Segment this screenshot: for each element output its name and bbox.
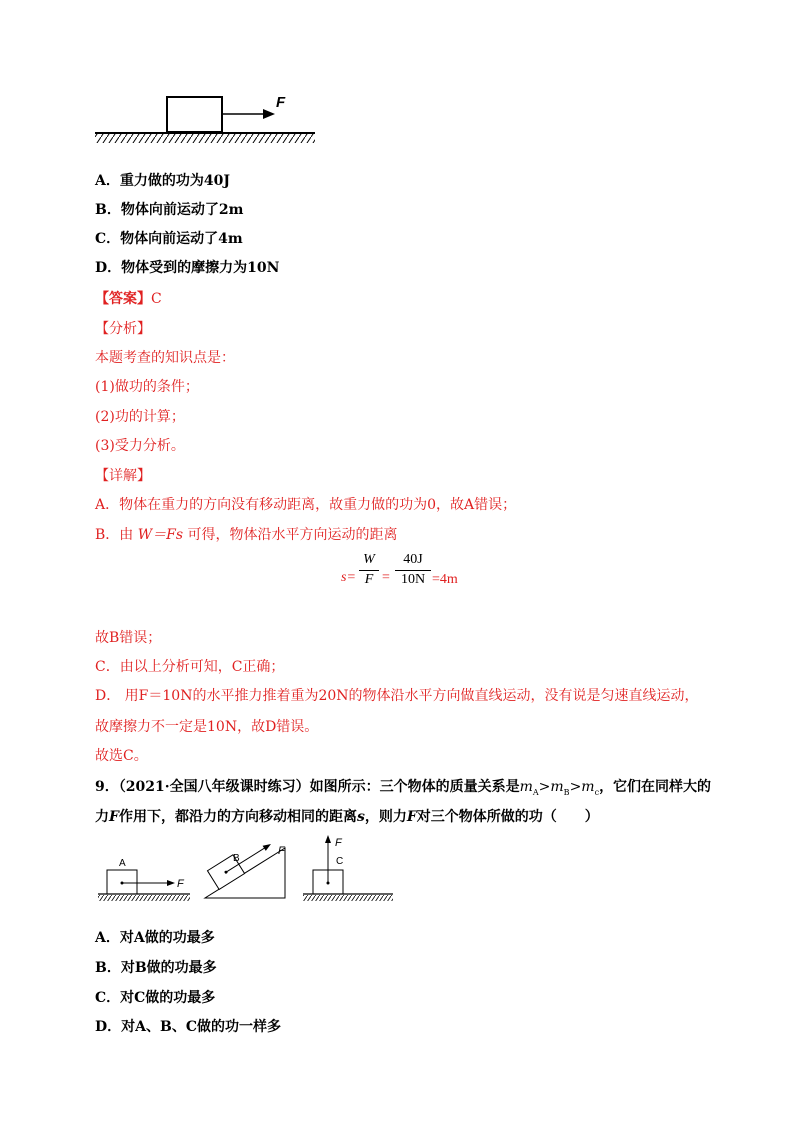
figure-b [205, 835, 286, 898]
svg-text:C: C [336, 856, 344, 867]
analysis-point-3: (3)受力分析。 [95, 438, 185, 454]
svg-text:F: F [278, 845, 285, 857]
conclusion: 故选C。 [95, 748, 148, 764]
formula-f: F [364, 572, 374, 587]
formula-w: W [363, 552, 375, 567]
detail-b [95, 524, 398, 544]
q9-number: 9． [95, 779, 119, 795]
analysis-point-2: (2)功的计算； [95, 409, 185, 425]
b-wrong: 故B错误； [95, 630, 162, 646]
mass-relation: $m_A>m_B>m_c$ [519, 779, 600, 797]
formula-40j: 40J [403, 552, 423, 567]
block-force-figure [95, 92, 320, 152]
analysis-point-1: (1)做功的条件； [95, 379, 199, 395]
block [167, 97, 222, 132]
three-blocks-figure [95, 830, 400, 910]
answer-value: C [151, 291, 162, 307]
formula-s: s= [341, 570, 356, 585]
detail-a: A．物体在重力的方向没有移动距离，故重力做的功为0，故A错误； [95, 497, 517, 513]
force-label: F [276, 94, 286, 111]
detail-b-post: 可得，物体沿水平方向运动的距离 [183, 527, 398, 543]
formula-result: =4m [432, 572, 458, 587]
force-arrow-head [263, 109, 275, 119]
q8-option-a: A．重力做的功为40J [95, 173, 230, 189]
formula-10n: 10N [400, 572, 426, 587]
formula-eq: = [382, 570, 390, 585]
q9-stem-a: 如图所示：三个物体的质量关系是 [309, 779, 520, 795]
svg-text:A: A [119, 858, 126, 869]
detail-d-line2: 故摩擦力不一定是10N，故D错误。 [95, 719, 319, 735]
q8-option-c: C．物体向前运动了4m [95, 231, 243, 247]
answer-line [95, 288, 162, 308]
svg-text:F: F [177, 878, 184, 890]
detail-d-line1: D． 用F＝10N的水平推力推着重为20N的物体沿水平方向做直线运动，没有说是匀速直线运动， [95, 688, 699, 704]
detail-c: C．由以上分析可知，C正确； [95, 659, 285, 675]
q8-option-d: D．物体受到的摩擦力为10N [95, 260, 280, 276]
q9-stem-line1 [95, 776, 711, 797]
answer-tag: 【答案】 [95, 291, 151, 307]
ground-hatch [95, 134, 315, 143]
detail-b-formula: W＝Fs [137, 527, 184, 543]
analysis-intro: 本题考查的知识点是： [95, 350, 235, 366]
fraction-bar-2 [395, 570, 431, 571]
q8-option-b: B．物体向前运动了2m [95, 202, 244, 218]
svg-text:B: B [233, 853, 240, 864]
q9-stem-b: ，它们在同样大的 [599, 779, 712, 795]
detail-b-pre: B．由 [95, 527, 138, 543]
figure-c [303, 835, 393, 901]
q9-option-d: D．对A、B、C做的功一样多 [95, 1019, 281, 1035]
q9-option-b: B．对B做的功最多 [95, 960, 217, 976]
q9-option-a: A．对A做的功最多 [95, 930, 215, 946]
q9-source: （2021·全国八年级课时练习） [118, 779, 310, 795]
q9-stem-line2: 力F作用下，都沿力的方向移动相同的距离s，则力F对三个物体所做的功（ ） [95, 809, 599, 825]
svg-text:F: F [335, 837, 342, 849]
detail-tag: 【详解】 [95, 468, 151, 484]
q9-option-c: C．对C做的功最多 [95, 990, 216, 1006]
figure-a [98, 858, 190, 901]
analysis-tag: 【分析】 [95, 321, 151, 337]
fraction-bar-1 [359, 570, 379, 571]
